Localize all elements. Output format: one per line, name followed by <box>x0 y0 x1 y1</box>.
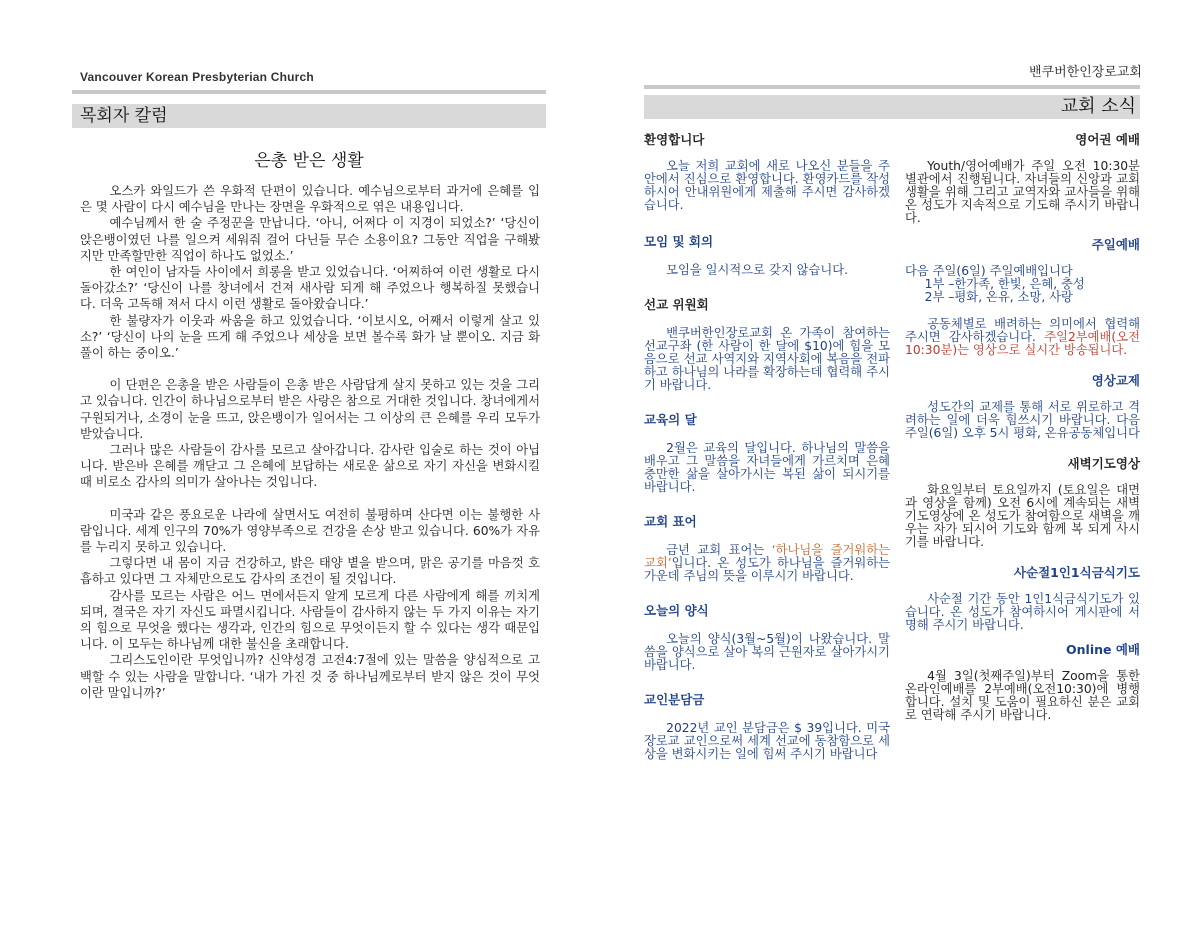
heading-education: 교육의 달 <box>644 412 697 427</box>
heading-online-service: Online 예배 <box>1066 642 1140 657</box>
section-title-pastor-column: 목회자 칼럼 <box>72 104 546 128</box>
heading-meetings: 모임 및 회의 <box>644 234 714 249</box>
church-name-ko: 밴쿠버한인장로교회 <box>1028 65 1142 80</box>
paragraph: 한 불량자가 이웃과 싸움을 하고 있었습니다. ‘이보시오, 어째서 이렇게 살고 있소?’ ‘당신이 나의 눈을 뜨게 해 주었으나 세상을 보면 볼수록 화가 날 뿐이오. 지금 화풀이 하는 중이오.’ <box>80 313 540 361</box>
text-meetings: 모임을 일시적으로 갖지 않습니다. <box>666 263 849 277</box>
text-sunday-service <box>905 318 1140 357</box>
paragraph: 예수님께서 한 술 주정꾼을 만납니다. ‘아니, 어쩌다 이 지경이 되었소?’ ‘당신이 앉은뱅이였던 나를 일으켜 세워줘 걸어 다닌들 무슨 소용이요? 그동안 직업을 구해봤지만 만족할만한 직업이 하나도 없었소.’ <box>80 216 540 263</box>
header-rule <box>72 90 546 94</box>
heading-dues: 교인분담금 <box>644 692 705 707</box>
text-lent-fast: 사순절 기간 동안 1인1식금식기도가 있습니다. 온 성도가 참여하시어 게시판에 서명해 주시기 바랍니다. <box>905 592 1140 632</box>
heading-mission: 선교 위원회 <box>644 297 709 312</box>
paragraph: 그렇다면 내 몸이 지금 건강하고, 밝은 태양 볕을 받으며, 맑은 공기를 마음껏 호흡하고 있다면 그 자체만으로도 감사의 조건이 될 것입니다. <box>80 556 540 587</box>
text-motto <box>644 544 890 583</box>
paragraph: 미국과 같은 풍요로운 나라에 살면서도 여전히 불평하며 산다면 이는 불행한 사람입니다. 세계 인구의 70%가 영양부족으로 건강을 손상 받고 있습니다. 60%가 자유를 누리지 못하고 있습니다. <box>80 507 540 555</box>
motto-highlight: ‘하나님을 즐거워하는 교회’ <box>644 543 890 570</box>
header-rule <box>644 85 1140 89</box>
heading-lent-fast: 사순절1인1식금식기도 <box>1013 565 1140 580</box>
text-dues: 2022년 교인 분담금은 $ 39입니다. 미국장로교 교인으로써 세계 선교에 동참함으로 세상을 변화시키는 일에 힘써 주시기 바랍니다 <box>644 721 890 761</box>
sunday-text: 공동체별로 배려하는 의미에서 협력해 주시면 감사하겠습니다. <box>905 317 1140 344</box>
sunday-line-2: 1부 –한가족, 한빛, 은혜, 충성 <box>924 277 1085 291</box>
text-video-fellowship: 성도간의 교제를 통해 서로 위로하고 격려하는 일에 더욱 힘쓰시기 바랍니다. 다음주일(6일) 오후 5시 평화, 온유공동체입니다 <box>905 400 1140 440</box>
paragraph: 오스카 와일드가 쓴 우화적 단편이 있습니다. 예수님으로부터 과거에 은혜를 입은 몇 사람이 다시 예수님을 만나는 장면을 우화적으로 엮은 내용입니다. <box>80 184 540 215</box>
sunday-line-3: 2부 –평화, 온유, 소망, 사랑 <box>924 290 1073 304</box>
paragraph: 이 단편은 은총을 받은 사람들이 은총 받은 사람답게 살지 못하고 있는 것을 그리고 있습니다. 인간이 하나님으로부터 받은 사랑은 참으로 거대한 것입니다. 창녀에게서 구원되거나, 소경이 눈을 뜨고, 앉은뱅이가 일어서는 그 이상의 큰 은혜를 우리 모두가 받았습니다. <box>80 378 540 441</box>
text-online-service: 4월 3일(첫째주일)부터 Zoom을 통한 온라인예배를 2부예배(오전10:30)에 병행합니다. 설치 및 도움이 필요하신 분은 교회로 연락해 주시기 바랍니다. <box>905 669 1140 722</box>
paragraph: 그리스도인이란 무엇입니까? 신약성경 고전4:7절에 있는 말씀을 양심적으로 고백할 수 있는 사람을 말합니다. ‘내가 가진 것 중 하나님께로부터 받지 않은 것이 무엇이란 말입니까?’ <box>80 653 540 700</box>
heading-video-fellowship: 영상교제 <box>1091 373 1140 388</box>
church-name-en: Vancouver Korean Presbyterian Church <box>80 70 314 84</box>
heading-dawn-prayer: 새벽기도영상 <box>1067 456 1140 471</box>
text-sunday-service-lines <box>905 265 1140 304</box>
article-body <box>80 183 540 701</box>
section-title-church-news: 교회 소식 <box>644 95 1140 119</box>
text-dawn-prayer: 화요일부터 토요일까지 (토요일은 대면과 영상을 함께) 오전 6시에 계속되는 새벽기도영상에 온 성도가 참여함으로 새벽을 깨우는 자가 되시어 기도와 함께 복 되게 사시기를 바랍니다. <box>905 483 1140 549</box>
text-welcome: 오늘 저희 교회에 새로 나오신 분들을 주 안에서 진심으로 환영합니다. 환영카드를 작성하시어 안내위원에게 제출해 주시면 감사하겠습니다. <box>644 159 890 212</box>
text-mission: 밴쿠버한인장로교회 온 가족이 참여하는 선교구좌 (한 사람이 한 달에 $10)에 힘을 모음으로 선교 사역지와 지역사회에 복음을 전파하고 하나님의 나라를 확장하는데 협력해 주시기 바랍니다. <box>644 326 890 392</box>
text-motto-b: 입니다. 온 성도가 하나님을 즐거워하는 가운데 주님의 뜻을 이루시기 바랍니다. <box>644 556 890 583</box>
text-education: 2월은 교육의 달입니다. 하나님의 말씀을 배우고 그 말씀을 자녀들에게 가르치며 은혜 충만한 삶을 살아가시는 복된 삶이 되시기를 바랍니다. <box>644 441 890 494</box>
paragraph: 감사를 모르는 사람은 어느 면에서든지 알게 모르게 다른 사람에게 해를 끼치게 되며, 결국은 자기 자신도 파멸시킵니다. 사람들이 감사하지 않는 두 가지 이유는 자기의 힘으로 무엇을 했다는 생각과, 인간의 힘으로 무엇이든지 할 수 있다는 생각 때문입니다. 이 모두는 하나님께 대한 불신을 초래합니다. <box>80 588 540 652</box>
paragraph: 그러나 많은 사람들이 감사를 모르고 살아갑니다. 감사란 입술로 하는 것이 아닙니다. 받은바 은혜를 깨닫고 그 은혜에 보답하는 새로운 삶으로 자기 자신을 변화시킬 때 비로소 감사의 의미가 살아나는 것입니다. <box>80 443 540 490</box>
heading-sunday-service: 주일예배 <box>1091 237 1140 252</box>
news-column-left <box>644 130 890 761</box>
sunday-line-1: 다음 주일(6일) 주일예배입니다 <box>905 264 1073 278</box>
article-title: 은총 받은 생활 <box>254 151 364 171</box>
text-english-service: Youth/영어예배가 주일 오전 10:30분 별관에서 진행됩니다. 자녀들의 신앙과 교회생활을 위해 그리고 교역자와 교사들을 위해 온 성도가 지속적으로 기도해 주시기 바랍니다. <box>905 159 1140 225</box>
text-motto-a: 금년 교회 표어는 <box>666 543 772 557</box>
heading-motto: 교회 표어 <box>644 514 697 529</box>
heading-welcome: 환영합니다 <box>644 132 705 147</box>
paragraph: 한 여인이 남자들 사이에서 희롱을 받고 있었습니다. ‘어찌하여 이런 생활로 다시 돌아갔소?’ ‘당신이 나를 창녀에서 건져 새사람 되게 해 주었으나 행복하질 못했습니다. 더욱 고독해 져서 다시 이런 생활로 돌아왔습니다.’ <box>80 265 540 312</box>
heading-english-service: 영어권 예배 <box>1075 132 1140 147</box>
sunday-highlight: 주일2부예배(오전10:30분)는 영상으로 실시간 방송됩니다. <box>905 330 1140 357</box>
heading-daily-bread: 오늘의 양식 <box>644 603 709 618</box>
right-page <box>600 0 1200 927</box>
text-daily-bread: 오늘의 양식(3월~5월)이 나왔습니다. 말씀을 양식으로 살아 복의 근원자로 살아가시기 바랍니다. <box>644 632 890 672</box>
news-column-right <box>905 130 1140 722</box>
